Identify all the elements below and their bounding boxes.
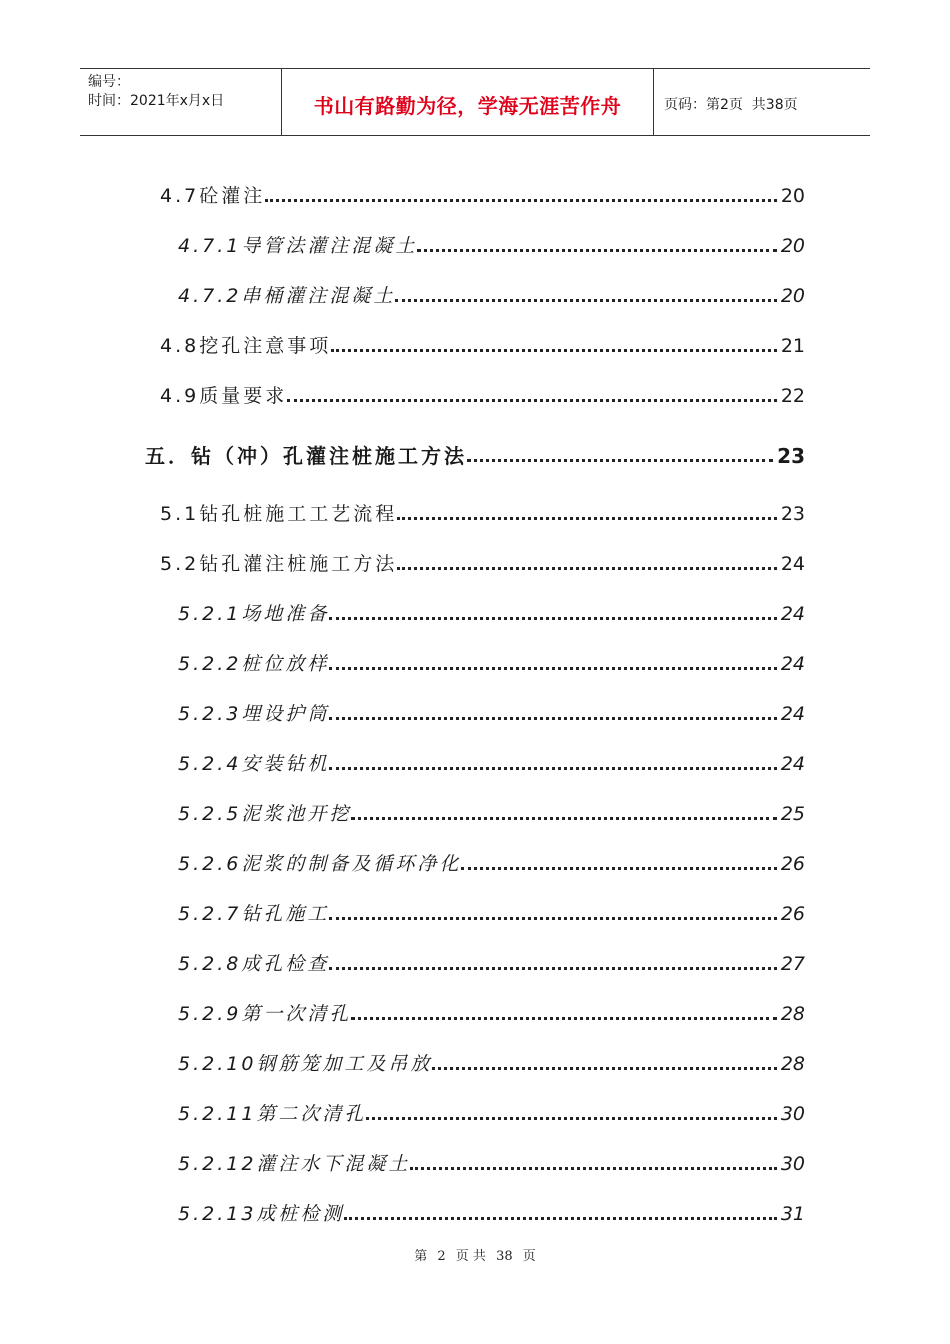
toc-entry[interactable] <box>178 280 805 308</box>
toc-entry[interactable] <box>178 1048 805 1076</box>
toc-entry-page-number: 20 <box>780 185 805 207</box>
toc-entry[interactable] <box>178 698 805 726</box>
toc-entry[interactable] <box>178 648 805 676</box>
toc-entry-page-number: 24 <box>780 753 805 775</box>
toc-entry-label: 5.2.2桩位放样 <box>178 653 330 675</box>
toc-entry-label: 5.2钻孔灌注桩施工方法 <box>160 553 398 575</box>
toc-entry-page-number: 26 <box>780 853 805 875</box>
toc-entry-label: 5.2.7钻孔施工 <box>178 903 330 925</box>
toc-entry-page-number: 20 <box>780 235 805 257</box>
toc-entry[interactable] <box>178 848 805 876</box>
toc-entry-page-number: 24 <box>780 703 805 725</box>
header-motto: 书山有路勤为径，学海无涯苦作舟 <box>282 69 654 135</box>
toc-entry[interactable] <box>178 1198 805 1226</box>
toc-entry-label: 5.2.3埋设护筒 <box>178 703 330 725</box>
toc-entry[interactable] <box>178 948 805 976</box>
toc-entry-page-number: 24 <box>780 553 805 575</box>
toc-entry-label: 5.1钻孔桩施工工艺流程 <box>160 503 398 525</box>
toc-entry-label: 5.2.4安装钻机 <box>178 753 330 775</box>
toc-entry[interactable] <box>178 998 805 1026</box>
toc-entry-label: 4.9质量要求 <box>160 385 288 407</box>
document-time-label: 时间：2021年x月x日 <box>88 93 225 109</box>
toc-dot-leader <box>366 1117 776 1120</box>
toc-entry[interactable] <box>160 498 805 526</box>
toc-entry-page-number: 22 <box>780 385 805 407</box>
toc-entry[interactable] <box>145 440 805 468</box>
toc-entry[interactable] <box>178 1098 805 1126</box>
toc-entry-page-number: 20 <box>780 285 805 307</box>
toc-dot-leader <box>329 967 776 970</box>
toc-entry-page-number: 21 <box>780 335 805 357</box>
toc-dot-leader <box>329 667 776 670</box>
toc-entry-page-number: 30 <box>780 1153 805 1175</box>
toc-entry[interactable] <box>178 230 805 258</box>
toc-entry-page-number: 24 <box>780 603 805 625</box>
toc-entry[interactable] <box>178 798 805 826</box>
footer-suffix: 页 <box>522 1249 536 1264</box>
toc-dot-leader <box>417 249 776 252</box>
toc-entry-page-number: 24 <box>780 653 805 675</box>
toc-entry-label: 4.7.2串桶灌注混凝土 <box>178 285 396 307</box>
toc-entry-label: 5.2.9第一次清孔 <box>178 1003 352 1025</box>
footer-mid: 页 共 <box>455 1249 486 1264</box>
toc-entry-label: 5.2.5泥浆池开挖 <box>178 803 352 825</box>
toc-entry-page-number: 28 <box>780 1003 805 1025</box>
toc-dot-leader <box>329 917 776 920</box>
toc-entry-page-number: 26 <box>780 903 805 925</box>
page-header <box>80 68 870 136</box>
toc-entry-page-number: 31 <box>780 1203 805 1225</box>
toc-dot-leader <box>410 1167 776 1170</box>
toc-entry-label: 5.2.12灌注水下混凝土 <box>178 1153 411 1175</box>
toc-dot-leader <box>344 1217 776 1220</box>
toc-entry-label: 5.2.11第二次清孔 <box>178 1103 367 1125</box>
toc-entry[interactable] <box>178 898 805 926</box>
toc-entry[interactable] <box>160 330 805 358</box>
toc-entry-page-number: 23 <box>777 444 805 468</box>
page-footer <box>0 1245 950 1264</box>
toc-dot-leader <box>351 1017 776 1020</box>
toc-entry[interactable] <box>160 180 805 208</box>
toc-dot-leader <box>329 717 776 720</box>
toc-dot-leader <box>329 767 776 770</box>
toc-entry-page-number: 25 <box>780 803 805 825</box>
toc-entry-label: 4.7.1导管法灌注混凝土 <box>178 235 418 257</box>
toc-entry[interactable] <box>178 748 805 776</box>
toc-dot-leader <box>432 1067 776 1070</box>
toc-entry-label: 5.2.1场地准备 <box>178 603 330 625</box>
toc-entry-label: 5.2.8成孔检查 <box>178 953 330 975</box>
footer-prefix: 第 <box>414 1249 428 1264</box>
toc-entry-label: 5.2.13成桩检测 <box>178 1203 345 1225</box>
footer-current-page: 2 <box>437 1249 446 1264</box>
toc-dot-leader <box>265 199 777 202</box>
document-number-label: 编号： <box>88 74 130 90</box>
toc-dot-leader <box>395 299 776 302</box>
toc-entry-label: 4.7砼灌注 <box>160 185 266 207</box>
toc-dot-leader <box>467 459 773 462</box>
toc-dot-leader <box>397 567 777 570</box>
toc-entry[interactable] <box>160 380 805 408</box>
toc-entry-label: 五．钻（冲）孔灌注桩施工方法 <box>145 444 467 468</box>
toc-dot-leader <box>461 867 776 870</box>
toc-entry[interactable] <box>160 548 805 576</box>
toc-dot-leader <box>331 349 777 352</box>
toc-entry-label: 5.2.10钢筋笼加工及吊放 <box>178 1053 433 1075</box>
toc-dot-leader <box>287 399 777 402</box>
header-page-label: 页码：第2页 共38页 <box>664 97 798 113</box>
header-page-info <box>654 69 870 135</box>
toc-entry-label: 4.8挖孔注意事项 <box>160 335 332 357</box>
toc-entry-label: 5.2.6泥浆的制备及循环净化 <box>178 853 462 875</box>
header-meta <box>80 69 282 135</box>
toc-dot-leader <box>329 617 776 620</box>
toc-entry-page-number: 28 <box>780 1053 805 1075</box>
toc-dot-leader <box>397 517 777 520</box>
footer-total-pages: 38 <box>496 1249 513 1264</box>
toc-entry-page-number: 30 <box>780 1103 805 1125</box>
toc-dot-leader <box>351 817 776 820</box>
toc-entry[interactable] <box>178 598 805 626</box>
toc-entry[interactable] <box>178 1148 805 1176</box>
toc-entry-page-number: 27 <box>780 953 805 975</box>
toc-entry-page-number: 23 <box>780 503 805 525</box>
